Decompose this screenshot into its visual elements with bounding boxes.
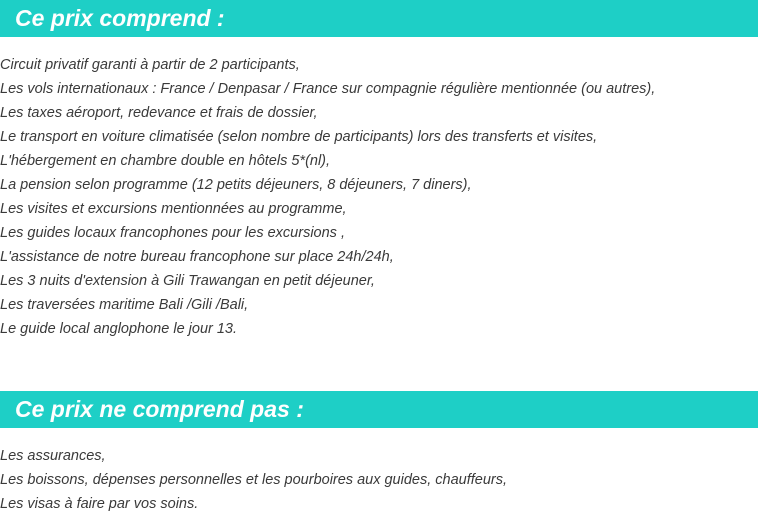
list-item: L'assistance de notre bureau francophone sur place 24h/24h, xyxy=(0,249,394,265)
list-item: Les traversées maritime Bali /Gili /Bali, xyxy=(0,297,249,313)
list-item: Les visas à faire par vos soins. xyxy=(0,496,199,512)
list-item: Les assurances, xyxy=(0,448,106,464)
excluded-heading: Ce prix ne comprend pas : xyxy=(15,396,304,422)
list-item: Les taxes aéroport, redevance et frais de dossier, xyxy=(0,105,318,121)
list-item: Le transport en voiture climatisée (selon nombre de participants) lors des transferts et visites, xyxy=(0,129,598,145)
list-item: Les 3 nuits d'extension à Gili Trawangan en petit déjeuner, xyxy=(0,273,375,289)
list-item: L'hébergement en chambre double en hôtels 5*(nl), xyxy=(0,153,331,169)
list-item: Le guide local anglophone le jour 13. xyxy=(0,321,238,337)
list-item: La pension selon programme (12 petits déjeuners, 8 déjeuners, 7 diners), xyxy=(0,177,472,193)
list-item: Les vols internationaux : France / Denpasar / France sur compagnie régulière mentionnée (ou autres), xyxy=(0,81,656,97)
list-item: Les visites et excursions mentionnées au programme, xyxy=(0,201,347,217)
list-item: Les boissons, dépenses personnelles et les pourboires aux guides, chauffeurs, xyxy=(0,472,508,488)
excluded-list xyxy=(0,444,507,516)
list-item: Circuit privatif garanti à partir de 2 participants, xyxy=(0,57,300,73)
included-list xyxy=(0,53,655,341)
excluded-header-band xyxy=(0,391,758,428)
included-header-band xyxy=(0,0,758,37)
list-item: Les guides locaux francophones pour les excursions , xyxy=(0,225,345,241)
included-heading: Ce prix comprend : xyxy=(15,5,225,31)
